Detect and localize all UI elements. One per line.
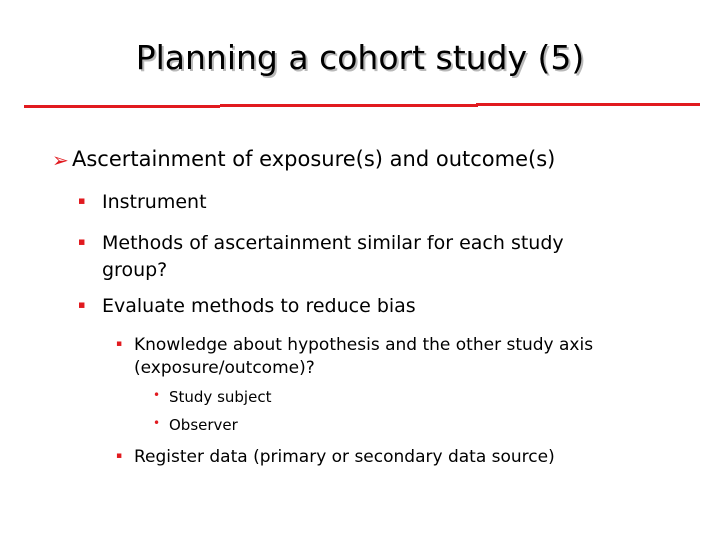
round-bullet-icon: • [153, 388, 161, 402]
bullet-text: Register data (primary or secondary data source) [134, 447, 555, 467]
slide-title: Planning a cohort study (5) [135, 38, 585, 77]
bullet-text: Instrument [102, 191, 207, 213]
square-bullet-icon: ▪ [116, 451, 123, 461]
bullet-text-line: Knowledge about hypothesis and the other study axis [134, 335, 594, 355]
bullet-text-line: (exposure/outcome)? [134, 358, 315, 378]
bullet-text-line: Methods of ascertainment similar for each study [102, 232, 564, 254]
bullet-text: Ascertainment of exposure(s) and outcome(s) [72, 147, 556, 171]
bullet-text: Evaluate methods to reduce bias [102, 295, 416, 317]
title-underline-segment [220, 104, 478, 107]
bullet-text-line: group? [102, 259, 168, 281]
square-bullet-icon: ▪ [78, 298, 86, 311]
bullet-text: Study subject [169, 388, 272, 406]
round-bullet-icon: • [153, 416, 161, 430]
bullet-text: Observer [169, 416, 238, 434]
square-bullet-icon: ▪ [116, 339, 123, 349]
title-underline-segment [476, 103, 700, 106]
title-underline-segment [24, 105, 220, 108]
square-bullet-icon: ▪ [78, 235, 86, 248]
square-bullet-icon: ▪ [78, 194, 86, 207]
arrow-bullet-icon: ➢ [52, 148, 69, 172]
